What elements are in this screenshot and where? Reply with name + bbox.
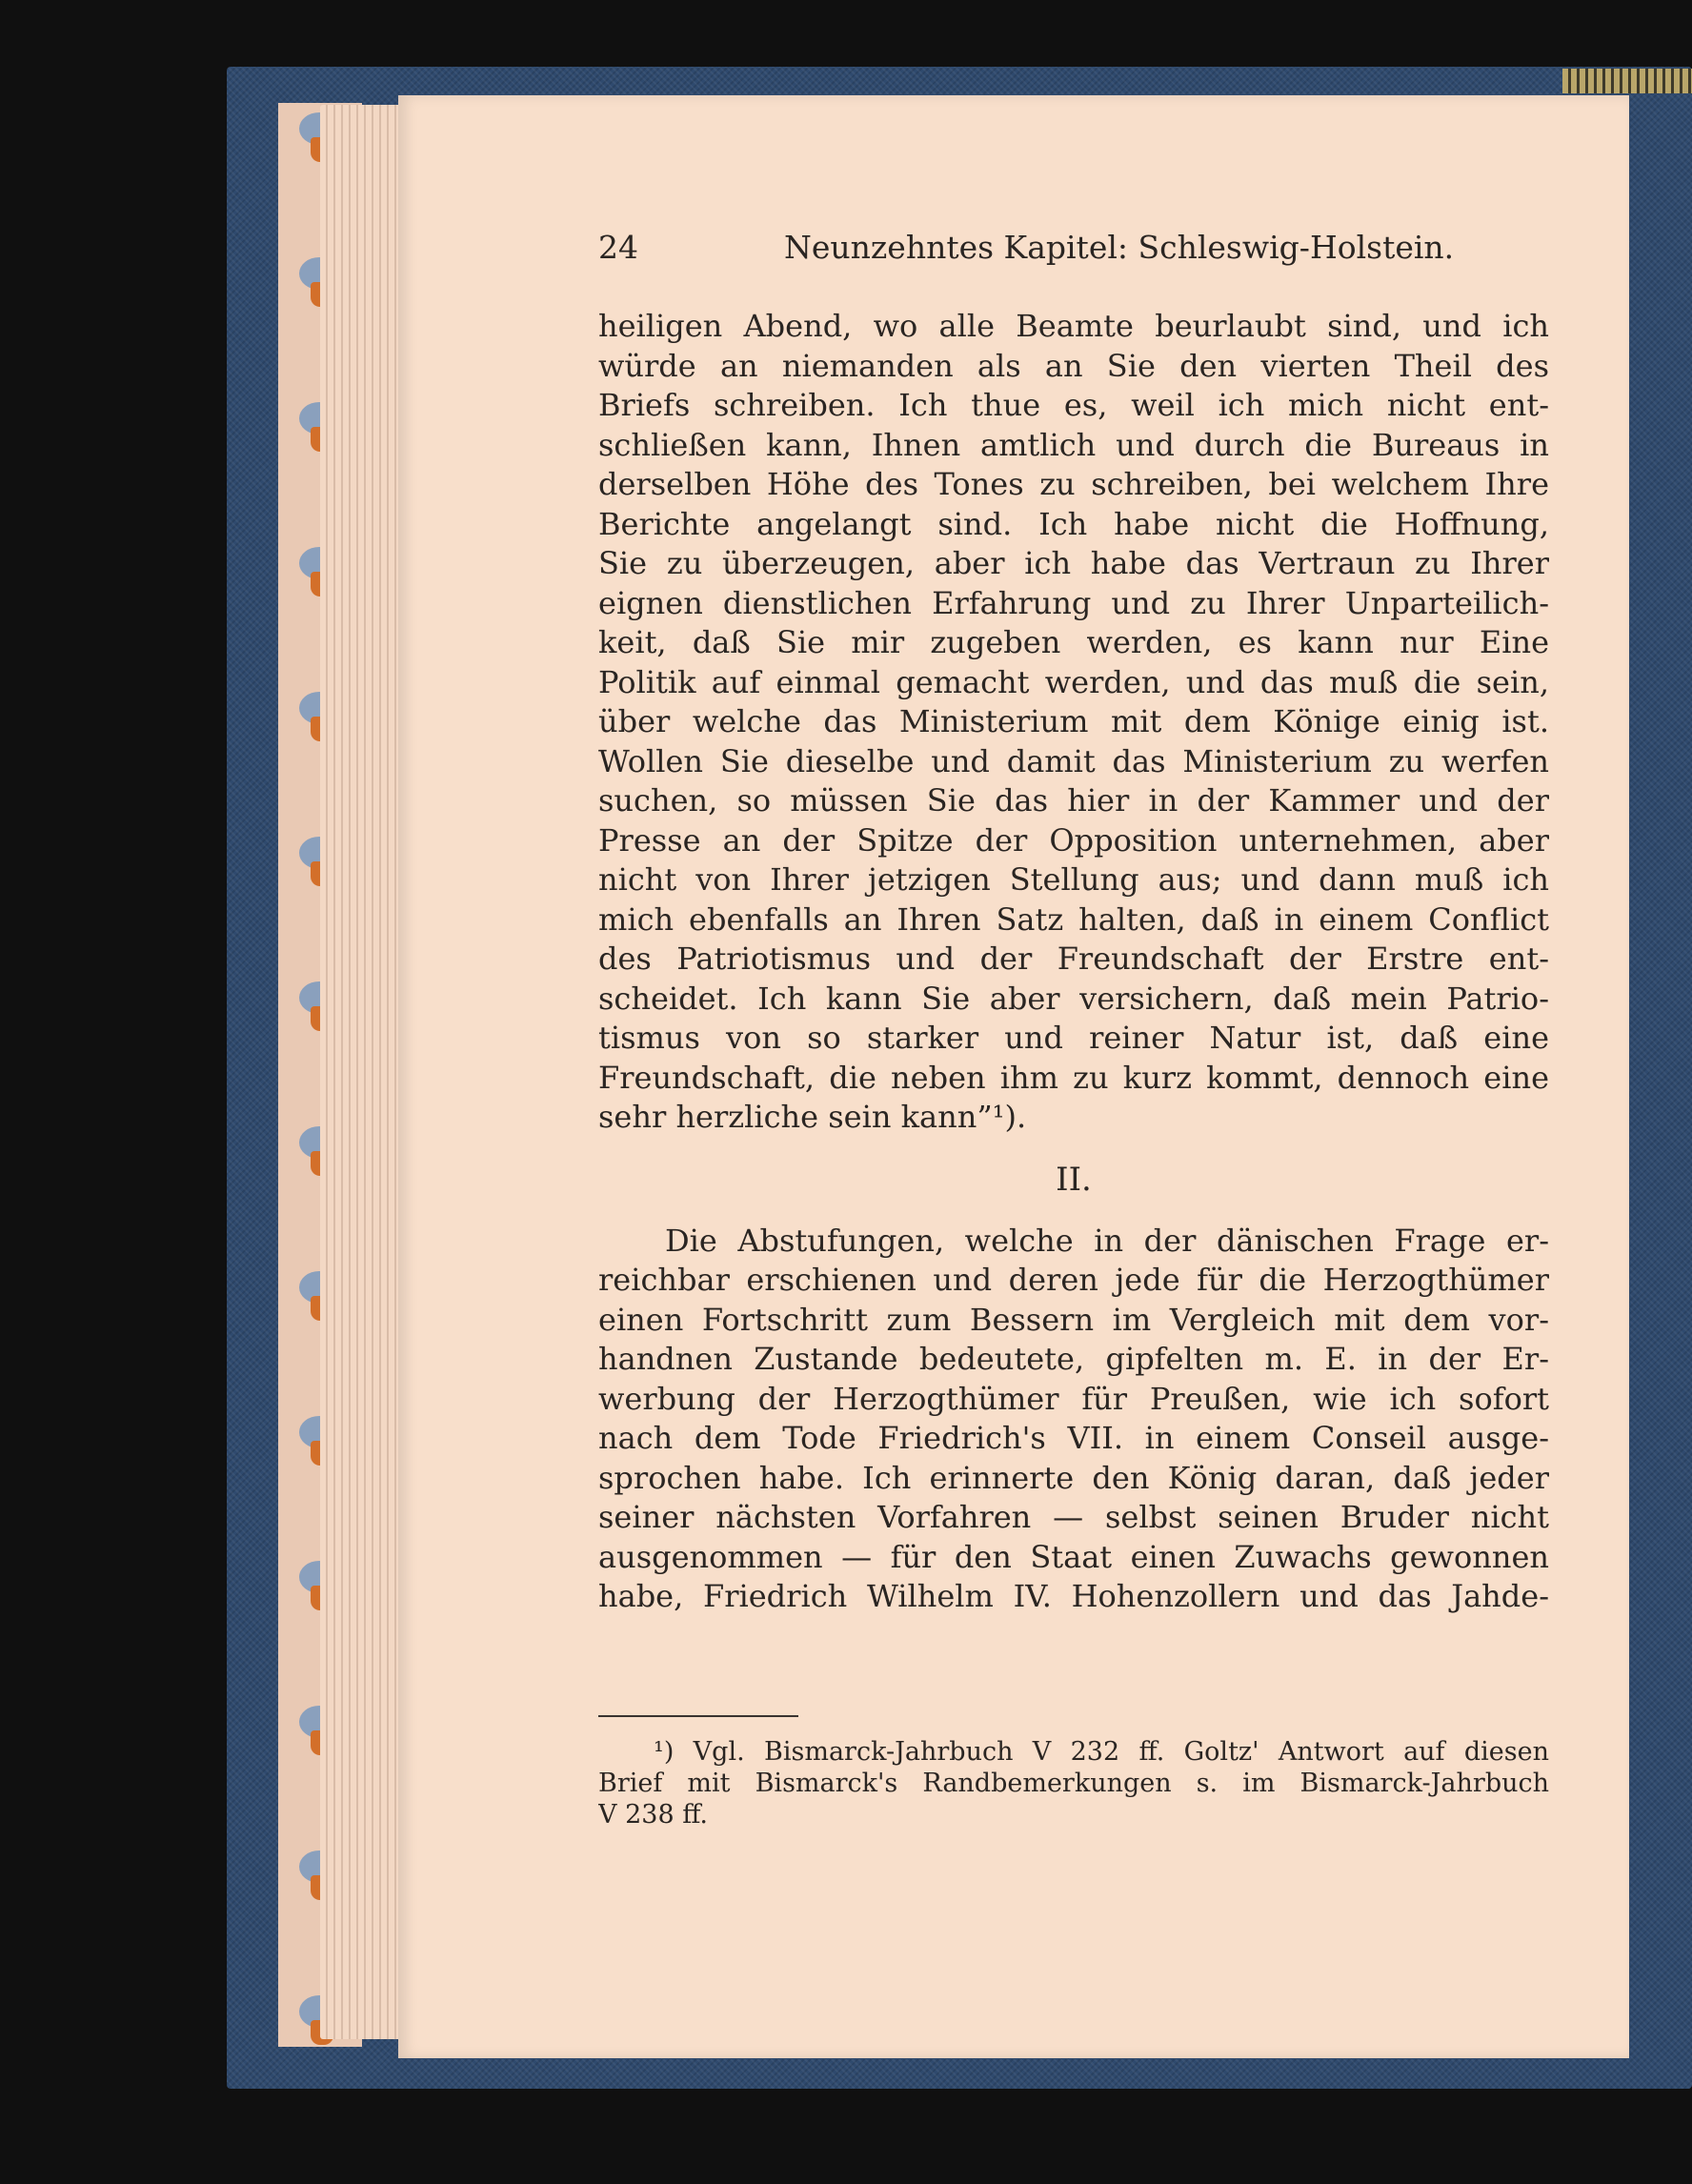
text-line: scheidet. Ich kann Sie aber versichern, daß mein Patrio- (598, 980, 1549, 1017)
text-line: eignen dienstlichen Erfahrung und zu Ihrer Unparteilich- (598, 584, 1549, 621)
text-line: sehr herzliche sein kann”¹). (598, 1099, 1027, 1135)
text-line: einen Fortschritt zum Bessern im Vergleich mit dem vor- (598, 1301, 1549, 1338)
text-line: Briefs schreiben. Ich thue es, weil ich mich nicht ent- (598, 387, 1549, 423)
text-line: Freundschaft, die neben ihm zu kurz kommt, dennoch eine (598, 1059, 1549, 1096)
text-line: habe, Friedrich Wilhelm IV. Hohenzollern und das Jahde- (598, 1578, 1549, 1614)
text-line: sprochen habe. Ich erinnerte den König daran, daß jeder (598, 1459, 1549, 1496)
text-line: Presse an der Spitze der Opposition unternehmen, aber (598, 821, 1549, 859)
text-line: seiner nächsten Vorfahren — selbst seinen Bruder nicht (598, 1499, 1549, 1535)
text-line: handnen Zustande bedeutete, gipfelten m. E. in der Er- (598, 1341, 1549, 1377)
text-line: Berichte angelangt sind. Ich habe nicht die Hoffnung, (598, 505, 1549, 542)
text-line: derselben Höhe des Tones zu schreiben, bei welchem Ihre (598, 466, 1549, 502)
text-line: mich ebenfalls an Ihren Satz halten, daß in einem Conflict (598, 900, 1549, 938)
paragraph-section-ii (598, 1222, 1549, 1617)
footnote-rule (598, 1715, 798, 1717)
page-number: 24 (598, 229, 638, 266)
text-line: schließen kann, Ihnen amtlich und durch die Bureaus in (598, 426, 1549, 463)
footnote (598, 1736, 1549, 1830)
page-header (598, 229, 1551, 267)
section-heading: II. (1056, 1160, 1092, 1199)
text-line: Sie zu überzeugen, aber ich habe das Vertraun zu Ihrer (598, 545, 1549, 581)
text-line: nicht von Ihrer jetzigen Stellung aus; und dann muß ich (598, 861, 1549, 898)
text-line: nach dem Tode Friedrich's VII. in einem Conseil ausge- (598, 1420, 1549, 1456)
text-line: über welche das Ministerium mit dem Könige einig ist. (598, 703, 1549, 739)
footnote-line: Brief mit Bismarck's Randbemerkungen s. im Bismarck-Jahrbuch (598, 1769, 1549, 1798)
footnote-line: ¹) Vgl. Bismarck-Jahrbuch V 232 ff. Goltz' Antwort auf diesen (654, 1737, 1549, 1767)
page-edges (320, 105, 406, 2039)
main-text (598, 307, 1549, 1617)
text-line: reichbar erschienen und deren jede für die Herzogthümer (598, 1262, 1549, 1298)
text-line: heiligen Abend, wo alle Beamte beurlaubt sind, und ich (598, 308, 1549, 344)
text-line: Politik auf einmal gemacht werden, und das muß die sein, (598, 663, 1549, 700)
paragraph-letter (598, 307, 1549, 1138)
text-line: Die Abstufungen, welche in der dänischen Frage er- (665, 1222, 1549, 1259)
text-line: werbung der Herzogthümer für Preußen, wie ich sofort (598, 1380, 1549, 1417)
text-line: des Patriotismus und der Freundschaft der Erstre ent- (598, 940, 1549, 977)
text-line: würde an niemanden als an Sie den vierten Theil des (598, 347, 1549, 384)
text-line: keit, daß Sie mir zugeben werden, es kann nur Eine (598, 624, 1549, 660)
book-headband (1562, 69, 1692, 93)
text-line: suchen, so müssen Sie das hier in der Kammer und der (598, 782, 1549, 819)
text-line: ausgenommen — für den Staat einen Zuwachs gewonnen (598, 1538, 1549, 1575)
footnote-line: V 238 ff. (598, 1800, 709, 1830)
text-line: Wollen Sie dieselbe und damit das Ministerium zu werfen (598, 742, 1549, 779)
running-title: Neunzehntes Kapitel: Schleswig-Holstein. (784, 229, 1455, 266)
text-line: tismus von so starker und reiner Natur ist, daß eine (598, 1020, 1549, 1056)
